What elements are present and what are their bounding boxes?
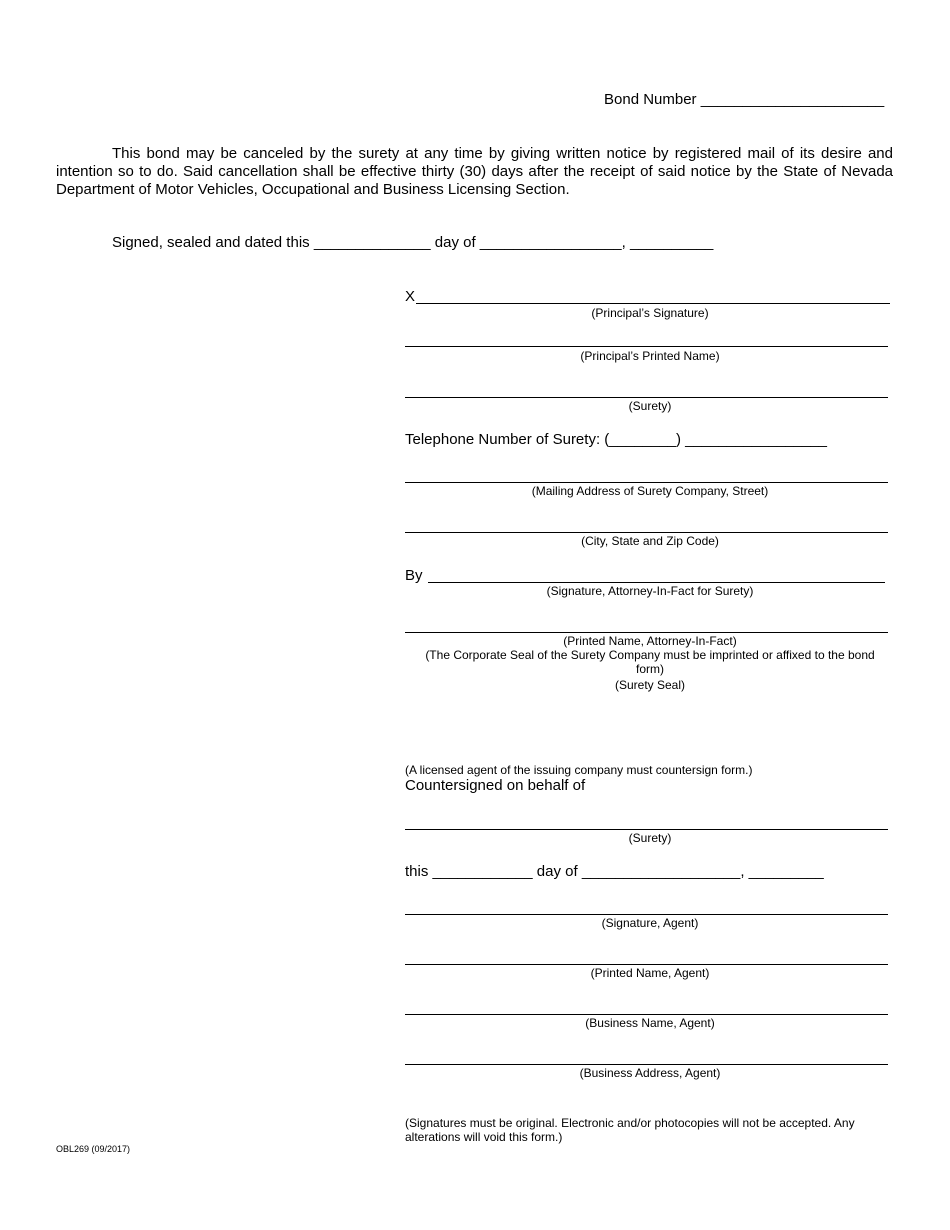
countersign-date-line: this ____________ day of ___________________, _________ [405, 863, 824, 880]
principal-printed-name-caption: (Principal’s Printed Name) [580, 349, 720, 363]
surety-caption: (Surety) [628, 399, 672, 413]
countersigned-heading: Countersigned on behalf of [405, 777, 586, 794]
attorney-signature-caption: (Signature, Attorney-In-Fact for Surety) [546, 584, 754, 598]
cancellation-paragraph: This bond may be canceled by the surety at any time by giving written notice by registered mail of its desire and intention so to do. Said cancellation shall be effective thirty (30) days after the receipt of said notice by the State of Nevada Department of Motor Vehicles, Occupational and Business Licensing Section. [56, 145, 893, 198]
agent-business-name-caption: (Business Name, Agent) [585, 1016, 715, 1030]
city-state-zip-line[interactable] [405, 532, 888, 533]
signed-sealed-dated-line: Signed, sealed and dated this ______________ day of _________________, __________ [112, 234, 714, 251]
agent-signature-line[interactable] [405, 914, 888, 915]
form-code: OBL269 (09/2017) [56, 1144, 131, 1154]
surety-telephone-line: Telephone Number of Surety: (________) _________________ [405, 431, 827, 448]
attorney-printed-name-caption: (Printed Name, Attorney-In-Fact) [563, 634, 737, 648]
mailing-address-caption: (Mailing Address of Surety Company, Street) [531, 484, 769, 498]
countersign-note: (A licensed agent of the issuing company must countersign form.) [405, 763, 753, 777]
corporate-seal-note: (The Corporate Seal of the Surety Company must be imprinted or affixed to the bond form) [425, 648, 875, 676]
signature-x-mark: X [405, 288, 416, 305]
agent-printed-name-line[interactable] [405, 964, 888, 965]
countersign-surety-line[interactable] [405, 829, 888, 830]
agent-signature-caption: (Signature, Agent) [601, 916, 699, 930]
mailing-address-line[interactable] [405, 482, 888, 483]
bond-number-label: Bond Number ______________________ [604, 91, 885, 108]
city-state-zip-caption: (City, State and Zip Code) [581, 534, 719, 548]
principal-printed-name-line[interactable] [405, 346, 888, 347]
principal-signature-caption: (Principal’s Signature) [591, 306, 709, 320]
attorney-printed-name-line[interactable] [405, 632, 888, 633]
agent-business-address-line[interactable] [405, 1064, 888, 1065]
by-label: By [405, 567, 423, 584]
attorney-signature-line[interactable] [428, 582, 885, 583]
principal-signature-line[interactable] [416, 303, 890, 304]
agent-printed-name-caption: (Printed Name, Agent) [590, 966, 710, 980]
countersign-surety-caption: (Surety) [628, 831, 672, 845]
signature-disclaimer: (Signatures must be original. Electronic and/or photocopies will not be accepted. Any alterations will void this form.) [405, 1116, 855, 1144]
agent-business-address-caption: (Business Address, Agent) [579, 1066, 721, 1080]
surety-line[interactable] [405, 397, 888, 398]
agent-business-name-line[interactable] [405, 1014, 888, 1015]
surety-seal-caption: (Surety Seal) [614, 678, 686, 692]
